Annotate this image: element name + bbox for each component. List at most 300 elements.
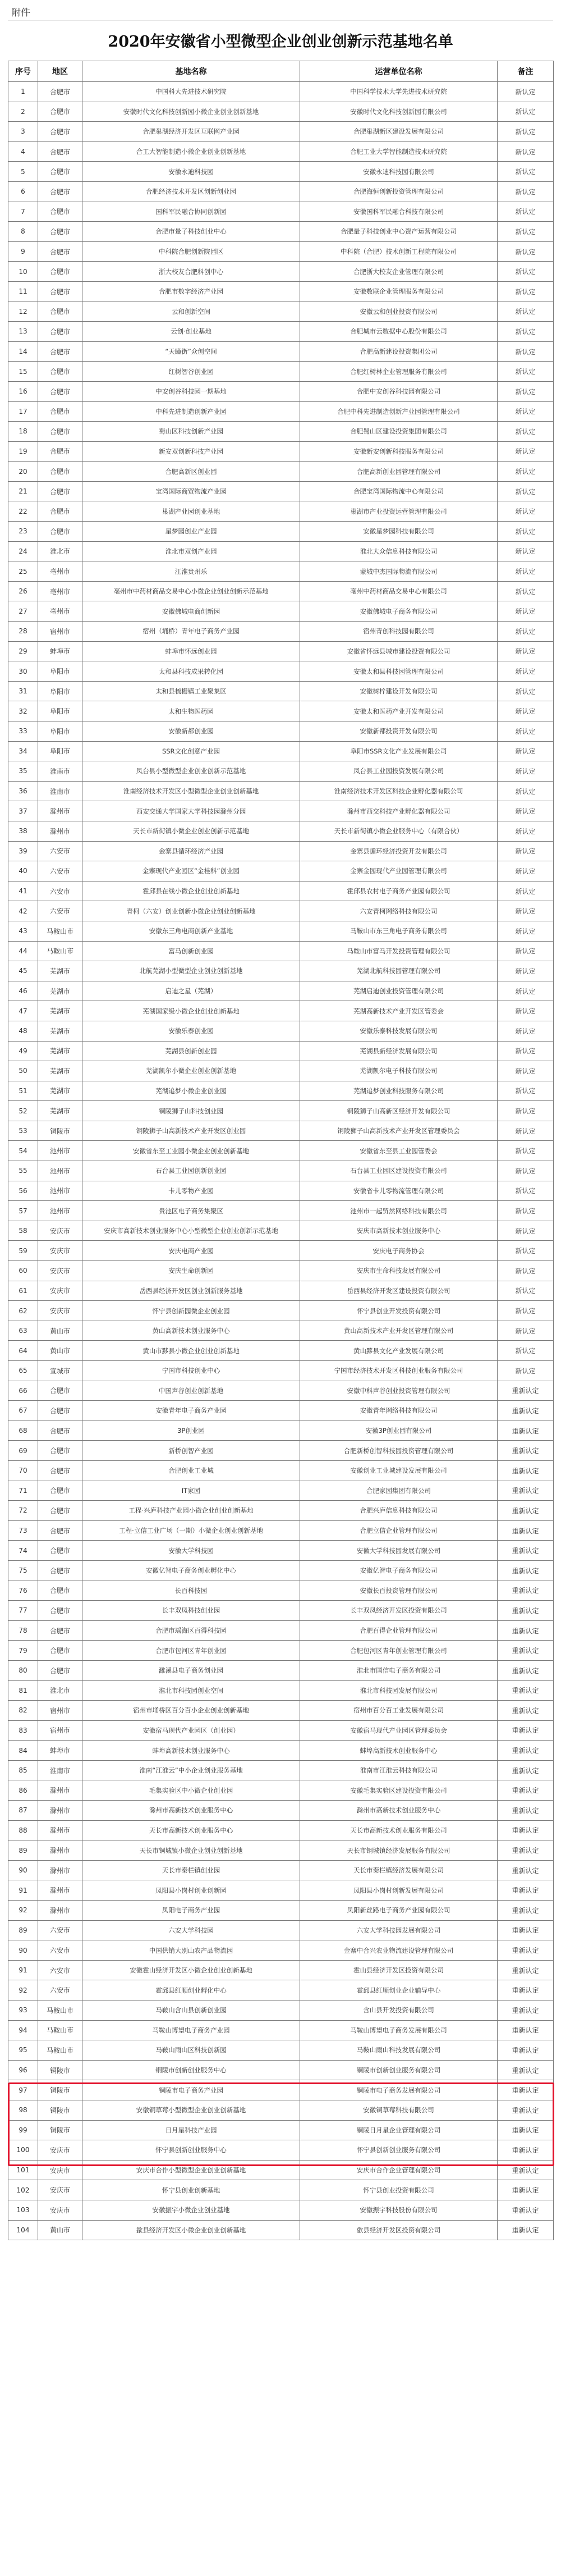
- cell-index: 44: [8, 941, 38, 961]
- cell-region: 滁州市: [38, 1880, 82, 1901]
- cell-region: 合肥市: [38, 1441, 82, 1461]
- cell-region: 淮北市: [38, 541, 82, 561]
- cell-operator: 宿州市百分百工业发展有限公司: [300, 1701, 498, 1721]
- cell-index: 61: [8, 1281, 38, 1301]
- cell-operator: 合肥家园集团有限公司: [300, 1481, 498, 1501]
- cell-operator: 芜湖高新技术产业开发区管委会: [300, 1001, 498, 1021]
- cell-base-name: 中国声谷创业创新基地: [82, 1381, 300, 1401]
- cell-index: 70: [8, 1460, 38, 1481]
- cell-region: 亳州市: [38, 581, 82, 601]
- cell-base-name: 国科军民融合协同创新园: [82, 202, 300, 222]
- cell-base-name: 新桥创智产业园: [82, 1441, 300, 1461]
- cell-region: 滁州市: [38, 1840, 82, 1861]
- cell-operator: 铜陵市创新创业服务有限公司: [300, 2060, 498, 2080]
- cell-region: 六安市: [38, 1940, 82, 1961]
- cell-region: 合肥市: [38, 1560, 82, 1581]
- cell-region: 安庆市: [38, 2160, 82, 2180]
- cell-remark: 新认定: [498, 841, 554, 861]
- cell-operator: 安徽星梦园科技有限公司: [300, 522, 498, 542]
- cell-base-name: 六安大学科技园: [82, 1920, 300, 1940]
- cell-region: 铜陵市: [38, 2120, 82, 2140]
- cell-remark: 重新认定: [498, 1901, 554, 1921]
- table-row: [8, 601, 554, 622]
- table-row: [8, 1021, 554, 1041]
- cell-remark: 重新认定: [498, 2180, 554, 2200]
- cell-region: 合肥市: [38, 262, 82, 282]
- cell-base-name: 安徽宿马现代产业园区（创业园）: [82, 1720, 300, 1741]
- cell-index: 30: [8, 661, 38, 682]
- cell-region: 合肥市: [38, 1620, 82, 1641]
- cell-region: 合肥市: [38, 1381, 82, 1401]
- cell-index: 69: [8, 1441, 38, 1461]
- cell-index: 33: [8, 721, 38, 742]
- cell-operator: 蚌埠高新技术创业服务中心: [300, 1741, 498, 1761]
- cell-index: 26: [8, 581, 38, 601]
- cell-remark: 新认定: [498, 322, 554, 342]
- cell-remark: 重新认定: [498, 2160, 554, 2180]
- table-row: [8, 1901, 554, 1921]
- table-row: [8, 1780, 554, 1801]
- cell-region: 合肥市: [38, 162, 82, 182]
- cell-remark: 重新认定: [498, 1460, 554, 1481]
- cell-remark: 重新认定: [498, 2080, 554, 2100]
- cell-region: 芜湖市: [38, 1061, 82, 1081]
- cell-operator: 合肥海恒创新投资管理有限公司: [300, 181, 498, 202]
- cell-region: 合肥市: [38, 281, 82, 302]
- cell-base-name: IT家园: [82, 1481, 300, 1501]
- cell-remark: 重新认定: [498, 1520, 554, 1541]
- cell-base-name: 怀宁县创新园微企业创业园: [82, 1301, 300, 1321]
- cell-remark: 新认定: [498, 1021, 554, 1041]
- cell-index: 93: [8, 2000, 38, 2021]
- cell-base-name: 安徽佛城电商创新园: [82, 601, 300, 622]
- cell-index: 99: [8, 2120, 38, 2140]
- cell-operator: 金寨金园现代产业园管理有限公司: [300, 861, 498, 881]
- cell-remark: 重新认定: [498, 1641, 554, 1661]
- cell-remark: 新认定: [498, 901, 554, 921]
- cell-region: 六安市: [38, 881, 82, 901]
- table-row: [8, 1401, 554, 1421]
- cell-index: 38: [8, 821, 38, 841]
- cell-base-name: 安庆电商产业园: [82, 1241, 300, 1261]
- cell-remark: 新认定: [498, 1121, 554, 1141]
- cell-operator: 巢湖市产业投资运营管理有限公司: [300, 501, 498, 522]
- cell-index: 85: [8, 1760, 38, 1780]
- cell-region: 安庆市: [38, 1261, 82, 1281]
- table-row: [8, 2100, 554, 2120]
- cell-operator: 安徽青年网络科技有限公司: [300, 1401, 498, 1421]
- cell-region: 马鞍山市: [38, 921, 82, 941]
- cell-base-name: 太和县科技成果转化园: [82, 661, 300, 682]
- cell-operator: 凤台县工业园投资发展有限公司: [300, 761, 498, 782]
- table-row: [8, 761, 554, 782]
- cell-remark: 新认定: [498, 801, 554, 821]
- table-row: [8, 1481, 554, 1501]
- cell-index: 24: [8, 541, 38, 561]
- cell-operator: 金寨县循环经济投资开发有限公司: [300, 841, 498, 861]
- cell-region: 池州市: [38, 1141, 82, 1161]
- cell-region: 合肥市: [38, 381, 82, 401]
- cell-region: 合肥市: [38, 222, 82, 242]
- cell-remark: 重新认定: [498, 1940, 554, 1961]
- cell-base-name: 工程·立信工业广场（一期）小微企业创业创新基地: [82, 1520, 300, 1541]
- cell-remark: 重新认定: [498, 1701, 554, 1721]
- cell-base-name: 合肥巢湖经济开发区互联网产业园: [82, 122, 300, 142]
- table-row: [8, 1720, 554, 1741]
- cell-remark: 新认定: [498, 701, 554, 721]
- table-row: [8, 981, 554, 1001]
- cell-operator: 安徽亿智电子商务有限公司: [300, 1560, 498, 1581]
- cell-index: 87: [8, 1801, 38, 1821]
- cell-operator: 安徽省怀远县城市建设投资有限公司: [300, 641, 498, 661]
- cell-remark: 重新认定: [498, 1801, 554, 1821]
- cell-operator: 蒙城中杰国际物流有限公司: [300, 561, 498, 582]
- cell-region: 滁州市: [38, 1901, 82, 1921]
- table-row: [8, 1001, 554, 1021]
- cell-operator: 安徽宿马现代产业园区管理委员会: [300, 1720, 498, 1741]
- cell-index: 39: [8, 841, 38, 861]
- cell-region: 合肥市: [38, 1401, 82, 1421]
- cell-operator: 安徽毛集实验区建设投资有限公司: [300, 1780, 498, 1801]
- cell-region: 合肥市: [38, 362, 82, 382]
- cell-base-name: 安徽霍山经济开发区小微企业创业创新基地: [82, 1960, 300, 1980]
- cell-operator: 安徽佛城电子商务有限公司: [300, 601, 498, 622]
- cell-base-name: 毛集实验区中小微企业创业园: [82, 1780, 300, 1801]
- cell-region: 合肥市: [38, 241, 82, 262]
- cell-remark: 重新认定: [498, 1741, 554, 1761]
- cell-operator: 凤阳县小岗村创新发展有限公司: [300, 1880, 498, 1901]
- table-row: [8, 2080, 554, 2100]
- cell-region: 芜湖市: [38, 1001, 82, 1021]
- cell-operator: 淮北市科技园发展有限公司: [300, 1680, 498, 1701]
- cell-region: 阜阳市: [38, 741, 82, 761]
- cell-operator: 芜湖县新经济发展有限公司: [300, 1041, 498, 1061]
- cell-operator: 合肥立信企业管理有限公司: [300, 1520, 498, 1541]
- cell-operator: 安徽大学科技园发展有限公司: [300, 1541, 498, 1561]
- cell-remark: 重新认定: [498, 2000, 554, 2021]
- cell-base-name: 江淮贵州乐: [82, 561, 300, 582]
- cell-remark: 新认定: [498, 601, 554, 622]
- table-row: [8, 1641, 554, 1661]
- cell-operator: 歙县经济开发区投资有限公司: [300, 2220, 498, 2240]
- cell-base-name: 安徽永迪科技园: [82, 162, 300, 182]
- cell-remark: 新认定: [498, 961, 554, 981]
- cell-remark: 新认定: [498, 1101, 554, 1121]
- cell-remark: 新认定: [498, 881, 554, 901]
- cell-remark: 新认定: [498, 281, 554, 302]
- table-row: [8, 1221, 554, 1241]
- cell-base-name: 芜湖县创新创业园: [82, 1041, 300, 1061]
- cell-remark: 重新认定: [498, 1820, 554, 1840]
- cell-remark: 新认定: [498, 741, 554, 761]
- cell-remark: 新认定: [498, 561, 554, 582]
- cell-region: 淮北市: [38, 1680, 82, 1701]
- table-row: [8, 1261, 554, 1281]
- annex-label: 附件: [11, 7, 30, 19]
- cell-region: 芜湖市: [38, 1101, 82, 1121]
- cell-index: 74: [8, 1541, 38, 1561]
- table-row: [8, 1660, 554, 1680]
- cell-base-name: 新安双创新科技产业园: [82, 441, 300, 462]
- cell-remark: 新认定: [498, 122, 554, 142]
- cell-region: 黄山市: [38, 1341, 82, 1361]
- cell-base-name: 铜陵狮子山科技创业园: [82, 1101, 300, 1121]
- cell-remark: 新认定: [498, 1361, 554, 1381]
- cell-remark: 新认定: [498, 341, 554, 362]
- cell-base-name: 北航芜湖小型微型企业创业创新基地: [82, 961, 300, 981]
- table-row: [8, 1520, 554, 1541]
- cell-remark: 重新认定: [498, 1481, 554, 1501]
- table-row: [8, 701, 554, 721]
- cell-base-name: 滁州市高新技术创业服务中心: [82, 1801, 300, 1821]
- table-row: [8, 141, 554, 162]
- table-row: [8, 1820, 554, 1840]
- cell-operator: 安徽云和创业投资有限公司: [300, 302, 498, 322]
- cell-index: 54: [8, 1141, 38, 1161]
- cell-region: 合肥市: [38, 102, 82, 122]
- cell-operator: 淮北大众信息科技有限公司: [300, 541, 498, 561]
- cell-index: 76: [8, 1581, 38, 1601]
- cell-base-name: 工程·兴庐科技产业园小微企业创业创新基地: [82, 1501, 300, 1521]
- cell-remark: 新认定: [498, 1161, 554, 1181]
- cell-operator: 宁国市经济技术开发区科技创业服务有限公司: [300, 1361, 498, 1381]
- cell-remark: 重新认定: [498, 1601, 554, 1621]
- cell-operator: 合肥浙大校友企业管理有限公司: [300, 262, 498, 282]
- cell-index: 25: [8, 561, 38, 582]
- cell-index: 86: [8, 1780, 38, 1801]
- cell-remark: 重新认定: [498, 1780, 554, 1801]
- cell-base-name: 芜湖追梦小微企业创业园: [82, 1081, 300, 1101]
- cell-remark: 重新认定: [498, 2100, 554, 2120]
- table-row: [8, 1341, 554, 1361]
- cell-remark: 新认定: [498, 362, 554, 382]
- cell-operator: 淮南经济技术开发区科技企业孵化器有限公司: [300, 781, 498, 801]
- cell-base-name: 富马创新创业园: [82, 941, 300, 961]
- cell-base-name: 卡儿零物产业园: [82, 1181, 300, 1201]
- cell-remark: 新认定: [498, 1321, 554, 1341]
- cell-operator: 安徽铜草莓科技有限公司: [300, 2100, 498, 2120]
- cell-operator: 六安大学科技园发展有限公司: [300, 1920, 498, 1940]
- cell-index: 48: [8, 1021, 38, 1041]
- cell-index: 90: [8, 1940, 38, 1961]
- cell-remark: 重新认定: [498, 1920, 554, 1940]
- cell-index: 62: [8, 1301, 38, 1321]
- cell-operator: 岳西县经济开发区建设投资有限公司: [300, 1281, 498, 1301]
- cell-operator: 阜阳市SSR文化产业发展有限公司: [300, 741, 498, 761]
- table-row: [8, 241, 554, 262]
- cell-region: 合肥市: [38, 462, 82, 482]
- table-row: [8, 202, 554, 222]
- cell-base-name: 马鞍山博望电子商务产业园: [82, 2020, 300, 2040]
- cell-index: 7: [8, 202, 38, 222]
- cell-index: 67: [8, 1401, 38, 1421]
- cell-base-name: 中科先进制造创新产业园: [82, 401, 300, 422]
- cell-operator: 合肥工业大学智能制造技术研究院: [300, 141, 498, 162]
- cell-index: 35: [8, 761, 38, 782]
- cell-region: 合肥市: [38, 181, 82, 202]
- cell-remark: 新认定: [498, 82, 554, 102]
- cell-base-name: 西安交通大学国家大学科技园滁州分园: [82, 801, 300, 821]
- cell-region: 马鞍山市: [38, 2000, 82, 2021]
- table-row: [8, 1940, 554, 1961]
- table-row: [8, 2020, 554, 2040]
- cell-base-name: 怀宁县创业创新基地: [82, 2180, 300, 2200]
- cell-index: 40: [8, 861, 38, 881]
- cell-base-name: 合肥市瑶海区百得科技园: [82, 1620, 300, 1641]
- cell-index: 10: [8, 262, 38, 282]
- cell-remark: 重新认定: [498, 1620, 554, 1641]
- cell-index: 66: [8, 1381, 38, 1401]
- cell-remark: 新认定: [498, 1301, 554, 1321]
- table-row: [8, 2160, 554, 2180]
- cell-index: 91: [8, 1880, 38, 1901]
- cell-base-name: 中科院合肥创新院园区: [82, 241, 300, 262]
- cell-index: 57: [8, 1201, 38, 1221]
- cell-remark: 重新认定: [498, 1840, 554, 1861]
- cell-index: 94: [8, 2020, 38, 2040]
- cell-base-name: 中安创谷科技园一期基地: [82, 381, 300, 401]
- cell-index: 15: [8, 362, 38, 382]
- cell-region: 六安市: [38, 1960, 82, 1980]
- cell-region: 亳州市: [38, 601, 82, 622]
- cell-region: 合肥市: [38, 322, 82, 342]
- cell-index: 8: [8, 222, 38, 242]
- table-row: [8, 82, 554, 102]
- cell-operator: 安徽3P创业园有限公司: [300, 1421, 498, 1441]
- cell-index: 14: [8, 341, 38, 362]
- cell-remark: 重新认定: [498, 1860, 554, 1880]
- cell-remark: 新认定: [498, 1081, 554, 1101]
- cell-remark: 新认定: [498, 1141, 554, 1161]
- cell-base-name: 长百科技园: [82, 1581, 300, 1601]
- cell-remark: 新认定: [498, 241, 554, 262]
- cell-operator: 安徽树梓建设开发有限公司: [300, 681, 498, 701]
- cell-operator: 安徽振宇科技股份有限公司: [300, 2200, 498, 2220]
- cell-remark: 新认定: [498, 981, 554, 1001]
- cell-index: 5: [8, 162, 38, 182]
- cell-operator: 滁州市高新技术创业服务中心: [300, 1801, 498, 1821]
- cell-base-name: “天瞳街”众创空间: [82, 341, 300, 362]
- cell-region: 六安市: [38, 841, 82, 861]
- cell-base-name: 太和生物医药园: [82, 701, 300, 721]
- cell-base-name: 宁国市科技创业中心: [82, 1361, 300, 1381]
- cell-region: 合肥市: [38, 501, 82, 522]
- cell-operator: 霍山县经济开发区投资有限公司: [300, 1960, 498, 1980]
- cell-region: 滁州市: [38, 1860, 82, 1880]
- table-row: [8, 401, 554, 422]
- table-row: [8, 901, 554, 921]
- cell-base-name: 安徽振宇小微企业创业基地: [82, 2200, 300, 2220]
- cell-region: 合肥市: [38, 1481, 82, 1501]
- cell-base-name: 凤阳县小岗村创业创新园: [82, 1880, 300, 1901]
- table-row: [8, 501, 554, 522]
- cell-region: 铜陵市: [38, 2060, 82, 2080]
- table-row: [8, 341, 554, 362]
- table-row: [8, 581, 554, 601]
- cell-operator: 天长市秦栏镇经济发展有限公司: [300, 1860, 498, 1880]
- cell-operator: 铜陵狮子山高新区经济开发有限公司: [300, 1101, 498, 1121]
- table-row: [8, 2060, 554, 2080]
- cell-operator: 马鞍山市东三角电子商务有限公司: [300, 921, 498, 941]
- table-row: [8, 302, 554, 322]
- cell-remark: 新认定: [498, 222, 554, 242]
- table-row: [8, 841, 554, 861]
- table-row: [8, 162, 554, 182]
- cell-base-name: 怀宁县创新创业服务中心: [82, 2140, 300, 2161]
- table-row: [8, 561, 554, 582]
- cell-region: 合肥市: [38, 1581, 82, 1601]
- cell-remark: 新认定: [498, 102, 554, 122]
- table-row: [8, 1680, 554, 1701]
- cell-index: 80: [8, 1660, 38, 1680]
- cell-remark: 重新认定: [498, 2120, 554, 2140]
- cell-index: 60: [8, 1261, 38, 1281]
- table-row: [8, 1601, 554, 1621]
- cell-base-name: 安徽大学科技园: [82, 1541, 300, 1561]
- cell-base-name: 淮南经济技术开发区小型微型企业创业创新基地: [82, 781, 300, 801]
- cell-remark: 重新认定: [498, 2060, 554, 2080]
- cell-operator: 铜陵狮子山高新技术产业开发区管理委员会: [300, 1121, 498, 1141]
- cell-operator: 霍邱县红顺创业企业辅导中心: [300, 1980, 498, 2000]
- cell-region: 阜阳市: [38, 721, 82, 742]
- cell-index: 78: [8, 1620, 38, 1641]
- table-row: [8, 541, 554, 561]
- cell-remark: 新认定: [498, 1061, 554, 1081]
- cell-remark: 重新认定: [498, 1581, 554, 1601]
- cell-base-name: 合肥经济技术开发区创新创业园: [82, 181, 300, 202]
- cell-index: 22: [8, 501, 38, 522]
- cell-remark: 重新认定: [498, 1421, 554, 1441]
- table-row: [8, 1061, 554, 1081]
- cell-operator: 黄山高新技术产业开发区管理有限公司: [300, 1321, 498, 1341]
- cell-region: 六安市: [38, 1980, 82, 2000]
- cell-region: 合肥市: [38, 422, 82, 442]
- cell-operator: 合肥百得企业管理有限公司: [300, 1620, 498, 1641]
- table-row: [8, 522, 554, 542]
- cell-region: 芜湖市: [38, 1081, 82, 1101]
- cell-region: 六安市: [38, 1920, 82, 1940]
- table-row: [8, 1441, 554, 1461]
- cell-remark: 重新认定: [498, 1441, 554, 1461]
- cell-base-name: 淮北市双创产业园: [82, 541, 300, 561]
- cell-base-name: 歙县经济开发区小微企业创业创新基地: [82, 2220, 300, 2240]
- cell-operator: 滁州市西交科技产业孵化器有限公司: [300, 801, 498, 821]
- cell-base-name: 铜陵狮子山高新技术产业开发区创业园: [82, 1121, 300, 1141]
- cell-index: 17: [8, 401, 38, 422]
- cell-remark: 新认定: [498, 501, 554, 522]
- cell-remark: 新认定: [498, 861, 554, 881]
- table-row: [8, 1421, 554, 1441]
- cell-region: 亳州市: [38, 561, 82, 582]
- cell-region: 合肥市: [38, 141, 82, 162]
- cell-base-name: 天长市秦栏镇创业园: [82, 1860, 300, 1880]
- cell-operator: 黄山黟县文化产业发展有限公司: [300, 1341, 498, 1361]
- cell-remark: 新认定: [498, 1041, 554, 1061]
- cell-index: 71: [8, 1481, 38, 1501]
- cell-operator: 怀宁县创新创业服务有限公司: [300, 2140, 498, 2161]
- cell-remark: 新认定: [498, 141, 554, 162]
- cell-region: 池州市: [38, 1161, 82, 1181]
- cell-index: 20: [8, 462, 38, 482]
- cell-index: 23: [8, 522, 38, 542]
- cell-index: 68: [8, 1421, 38, 1441]
- cell-operator: 马鞍山博望电子商务发展有限公司: [300, 2020, 498, 2040]
- cell-operator: 铜陵日月星企业管理有限公司: [300, 2120, 498, 2140]
- table-row: [8, 1880, 554, 1901]
- cell-remark: 新认定: [498, 781, 554, 801]
- table-row: [8, 1241, 554, 1261]
- cell-region: 阜阳市: [38, 661, 82, 682]
